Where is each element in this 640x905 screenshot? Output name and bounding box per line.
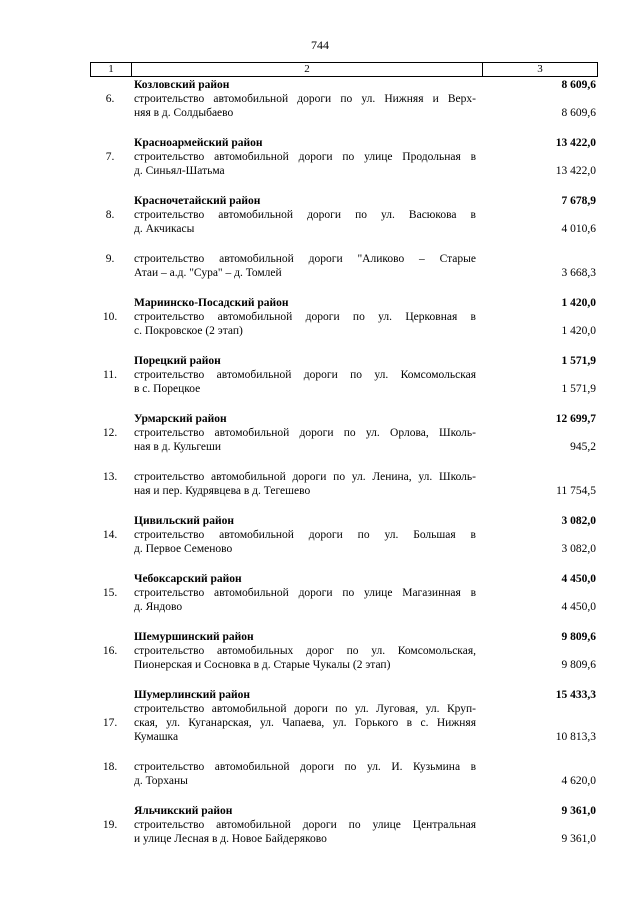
item-number: 6. xyxy=(105,93,115,105)
item-number: 13. xyxy=(102,471,118,483)
item-number: 11. xyxy=(103,369,117,381)
item-description-line: строительство автомобильной дороги по ул. Церковная в xyxy=(134,311,476,323)
item-description-line: и улице Лесная в д. Новое Байдеряково xyxy=(134,833,327,845)
item-description-line: няя в д. Солдыбаево xyxy=(134,107,234,119)
table-row xyxy=(90,208,598,222)
column-header-3: 3 xyxy=(483,63,598,76)
table-row xyxy=(90,150,598,164)
table-row xyxy=(90,658,598,672)
item-number: 9. xyxy=(105,253,115,265)
item-amount: 11 754,5 xyxy=(556,485,596,497)
item-amount: 3 668,3 xyxy=(561,267,596,279)
item-number: 19. xyxy=(102,819,118,831)
table-row xyxy=(90,106,598,120)
item-number: 10. xyxy=(102,311,118,323)
district-total: 9 809,6 xyxy=(561,631,596,643)
item-description-line: строительство автомобильной дороги по ул. Комсомольская xyxy=(134,369,476,381)
item-number: 17. xyxy=(102,717,118,729)
item-description-line: строительство автомобильной дороги по ул. Орлова, Школь- xyxy=(134,427,476,439)
item-number: 12. xyxy=(102,427,118,439)
table-row xyxy=(90,644,598,658)
table-row xyxy=(90,702,598,716)
item-description-line: д. Яндово xyxy=(134,601,183,613)
column-header-1: 1 xyxy=(90,63,132,76)
item-amount: 8 609,6 xyxy=(561,107,596,119)
district-name: Чебоксарский район xyxy=(134,573,242,585)
item-amount: 4 450,0 xyxy=(561,601,596,613)
item-description-line: д. Акчикасы xyxy=(134,223,195,235)
column-header-2: 2 xyxy=(132,63,483,76)
district-total: 12 699,7 xyxy=(555,413,596,425)
table-row xyxy=(90,252,598,266)
item-amount: 1 571,9 xyxy=(561,383,596,395)
item-description-line: строительство автомобильной дороги "Аликово – Старые xyxy=(134,253,476,265)
table-row xyxy=(90,324,598,338)
item-number: 16. xyxy=(102,645,118,657)
district-header-row xyxy=(90,296,598,310)
table-row xyxy=(90,92,598,106)
item-description-line: строительство автомобильной дороги по улице Продольная в xyxy=(134,151,476,163)
table-row xyxy=(90,266,598,280)
table-row xyxy=(90,222,598,236)
item-amount: 4 010,6 xyxy=(561,223,596,235)
district-name: Яльчикский район xyxy=(134,805,233,817)
item-description-line: ская, ул. Куганарская, ул. Чапаева, ул. Горького в с. Нижняя xyxy=(134,717,476,729)
page-number: 744 xyxy=(311,38,329,52)
district-total: 8 609,6 xyxy=(561,79,596,91)
district-total: 15 433,3 xyxy=(555,689,596,701)
district-header-row xyxy=(90,78,598,92)
item-amount: 9 361,0 xyxy=(561,833,596,845)
item-description-line: строительство автомобильной дороги по ул. Ленина, ул. Школь- xyxy=(134,471,476,483)
item-description-line: строительство автомобильной дороги по ул. Большая в xyxy=(134,529,476,541)
item-amount: 9 809,6 xyxy=(561,659,596,671)
table-row xyxy=(90,716,598,730)
district-header-row xyxy=(90,630,598,644)
item-description-line: строительство автомобильной дороги по улице Магазинная в xyxy=(134,587,476,599)
item-number: 15. xyxy=(102,587,118,599)
item-description-line: д. Первое Семеново xyxy=(134,543,233,555)
document-table xyxy=(90,62,598,845)
table-row xyxy=(90,600,598,614)
district-name: Красноармейский район xyxy=(134,137,263,149)
item-amount: 4 620,0 xyxy=(561,775,596,787)
item-description-line: в с. Порецкое xyxy=(134,383,201,395)
district-header-row xyxy=(90,804,598,818)
district-name: Красночетайский район xyxy=(134,195,261,207)
item-number: 14. xyxy=(102,529,118,541)
district-total: 7 678,9 xyxy=(561,195,596,207)
item-description-line: д. Торханы xyxy=(134,775,188,787)
district-name: Мариинско-Посадский район xyxy=(134,297,289,309)
table-row xyxy=(90,310,598,324)
table-row xyxy=(90,164,598,178)
table-row xyxy=(90,426,598,440)
table-row xyxy=(90,368,598,382)
table-row xyxy=(90,440,598,454)
item-amount: 3 082,0 xyxy=(561,543,596,555)
district-header-row xyxy=(90,688,598,702)
district-header-row xyxy=(90,412,598,426)
district-name: Порецкий район xyxy=(134,355,221,367)
item-amount: 13 422,0 xyxy=(555,165,596,177)
district-total: 1 420,0 xyxy=(561,297,596,309)
district-name: Козловский район xyxy=(134,79,230,91)
district-total: 13 422,0 xyxy=(555,137,596,149)
district-total: 1 571,9 xyxy=(561,355,596,367)
item-description-line: строительство автомобильной дороги по ул. Васюкова в xyxy=(134,209,476,221)
district-name: Шемуршинский район xyxy=(134,631,254,643)
table-row xyxy=(90,774,598,788)
item-description-line: ная и пер. Кудрявцева в д. Тегешево xyxy=(134,485,311,497)
table-row xyxy=(90,484,598,498)
district-header-row xyxy=(90,136,598,150)
table-row xyxy=(90,586,598,600)
item-amount: 1 420,0 xyxy=(561,325,596,337)
district-name: Цивильский район xyxy=(134,515,234,527)
item-description-line: строительство автомобильной дороги по ул. И. Кузьмина в xyxy=(134,761,476,773)
item-description-line: Пионерская и Сосновка в д. Старые Чукалы (2 этап) xyxy=(134,659,391,671)
district-header-row xyxy=(90,354,598,368)
item-description-line: Атаи – а.д. "Сура" – д. Томлей xyxy=(134,267,282,279)
district-total: 4 450,0 xyxy=(561,573,596,585)
item-number: 18. xyxy=(102,761,118,773)
table-row xyxy=(90,818,598,832)
item-description-line: строительство автомобильной дороги по улице Центральная xyxy=(134,819,476,831)
table-row xyxy=(90,382,598,396)
district-header-row xyxy=(90,514,598,528)
item-description-line: строительство автомобильных дорог по ул. Комсомольская, xyxy=(134,645,476,657)
item-amount: 945,2 xyxy=(570,441,596,453)
table-row xyxy=(90,760,598,774)
item-description-line: ная в д. Кульгеши xyxy=(134,441,222,453)
item-number: 8. xyxy=(105,209,115,221)
district-name: Урмарский район xyxy=(134,413,227,425)
item-description-line: д. Синьял-Шатьма xyxy=(134,165,225,177)
table-row xyxy=(90,832,598,846)
district-name: Шумерлинский район xyxy=(134,689,250,701)
item-amount: 10 813,3 xyxy=(555,731,596,743)
district-header-row xyxy=(90,572,598,586)
district-header-row xyxy=(90,194,598,208)
item-description-line: строительство автомобильной дороги по ул. Нижняя и Верх- xyxy=(134,93,476,105)
item-description-line: строительство автомобильной дороги по ул. Луговая, ул. Круп- xyxy=(134,703,476,715)
table-row xyxy=(90,730,598,744)
item-number: 7. xyxy=(105,151,115,163)
district-total: 9 361,0 xyxy=(561,805,596,817)
district-total: 3 082,0 xyxy=(561,515,596,527)
table-row xyxy=(90,542,598,556)
item-description-line: Кумашка xyxy=(134,731,179,743)
table-row xyxy=(90,470,598,484)
item-description-line: с. Покровское (2 этап) xyxy=(134,325,243,337)
table-row xyxy=(90,528,598,542)
table-header-row xyxy=(90,62,598,77)
